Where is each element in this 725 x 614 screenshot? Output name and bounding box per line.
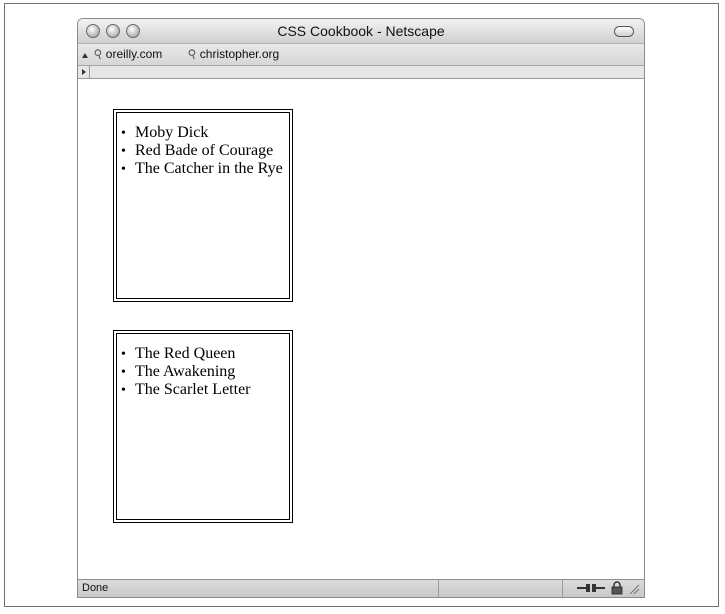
book-list-box — [113, 109, 293, 302]
list-item — [121, 381, 289, 399]
bookmark-christopher[interactable] — [185, 45, 280, 63]
list-item-text: The Red Queen — [135, 345, 236, 362]
bookmark-oreilly[interactable] — [91, 45, 163, 63]
bullet-icon: • — [121, 126, 126, 141]
book-list — [121, 345, 289, 399]
bullet-icon: • — [121, 144, 126, 159]
status-divider — [562, 580, 563, 597]
list-item — [121, 124, 289, 142]
bookmarks-scroll-arrow-icon[interactable] — [82, 53, 88, 58]
status-text: Done — [82, 582, 109, 594]
list-item-text: The Awakening — [135, 363, 236, 380]
list-item — [121, 160, 289, 178]
sidebar-strip — [78, 66, 644, 79]
list-item-text: Red Bade of Courage — [135, 142, 274, 159]
bullet-icon: • — [121, 162, 126, 177]
page-content — [78, 79, 644, 579]
bookmark-label: oreilly.com — [105, 47, 163, 61]
resize-grip-icon[interactable] — [628, 581, 640, 595]
book-list-box — [113, 330, 293, 523]
book-list — [121, 124, 289, 178]
bookmark-icon: ⚲ — [185, 45, 199, 63]
list-item — [121, 363, 289, 381]
bullet-icon: • — [121, 383, 126, 398]
status-icons — [576, 581, 640, 595]
window-title: CSS Cookbook - Netscape — [277, 23, 445, 39]
online-connection-icon[interactable] — [576, 581, 606, 595]
security-lock-icon[interactable] — [610, 581, 624, 595]
bookmark-label: christopher.org — [199, 47, 280, 61]
bullet-icon: • — [121, 365, 126, 380]
bookmarks-bar — [78, 44, 644, 66]
list-item-text: Moby Dick — [135, 124, 209, 141]
list-item-text: The Catcher in the Rye — [135, 160, 283, 177]
status-bar — [78, 579, 644, 597]
list-item — [121, 142, 289, 160]
list-item — [121, 345, 289, 363]
browser-window — [77, 18, 645, 598]
toolbar-toggle-button[interactable] — [614, 26, 634, 37]
bullet-icon: • — [121, 347, 126, 362]
bookmark-icon: ⚲ — [91, 45, 105, 63]
title-bar[interactable] — [78, 19, 644, 44]
list-item-text: The Scarlet Letter — [135, 381, 251, 398]
sidebar-toggle-icon[interactable] — [78, 66, 90, 78]
status-divider — [438, 580, 439, 597]
